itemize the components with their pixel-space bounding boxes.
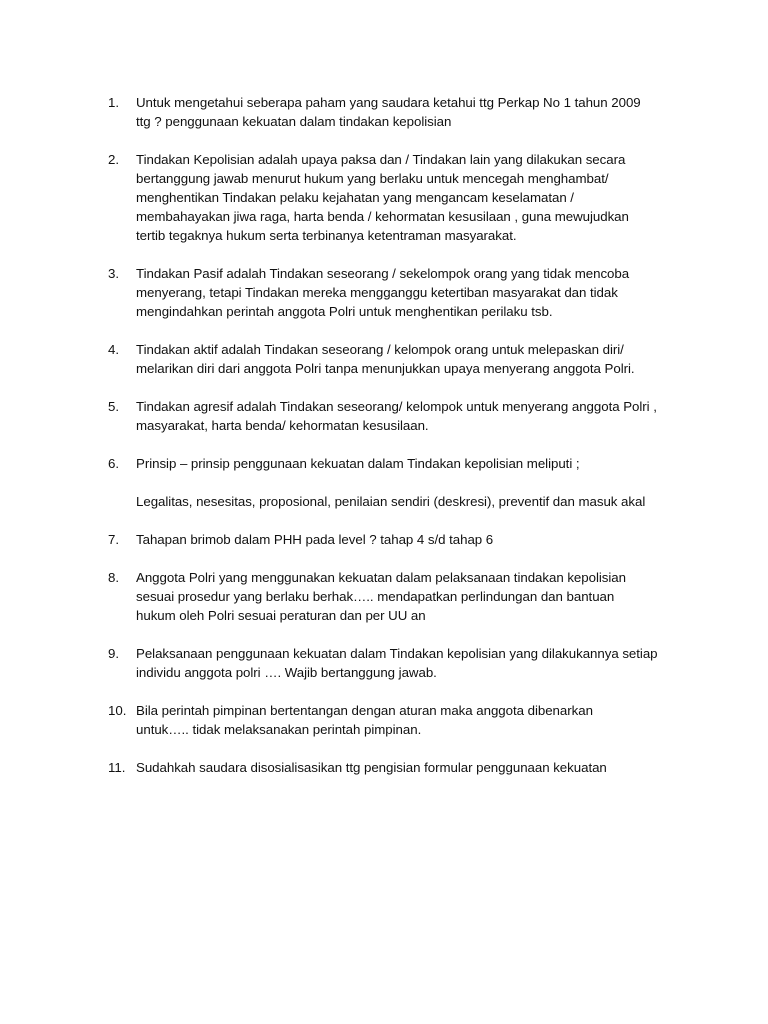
list-item	[108, 150, 708, 245]
list-item	[108, 93, 708, 131]
item-text: Tindakan Kepolisian adalah upaya paksa dan / Tindakan lain yang dilakukan secara bertanggung jawab menurut hukum yang berlaku untuk mencegah menghambat/ menghentikan Tindakan pelaku kejahatan yang mengancam keselamatan / membahayakan jiwa raga, harta benda / kehormatan kesusilaan , guna mewujudkan tertib tegaknya hukum serta terbinanya ketentraman masyarakat.	[136, 152, 629, 243]
item-number: 5.	[108, 399, 119, 414]
item-text: Untuk mengetahui seberapa paham yang saudara ketahui ttg Perkap No 1 tahun 2009 ttg ? penggunaan kekuatan dalam tindakan kepolisian	[136, 95, 641, 129]
list-item	[108, 454, 708, 511]
list-item	[108, 340, 708, 378]
item-text: Sudahkah saudara disosialisasikan ttg pengisian formular penggunaan kekuatan	[136, 760, 607, 775]
item-number: 11.	[108, 760, 126, 775]
item-text: Pelaksanaan penggunaan kekuatan dalam Tindakan kepolisian yang dilakukannya setiap individu anggota polri …. Wajib bertanggung jawab.	[136, 646, 658, 680]
list-item	[108, 530, 708, 549]
list-item	[108, 264, 708, 321]
item-text: Tahapan brimob dalam PHH pada level ? tahap 4 s/d tahap 6	[136, 532, 494, 547]
item-number: 1.	[108, 95, 119, 110]
item-text: Anggota Polri yang menggunakan kekuatan dalam pelaksanaan tindakan kepolisian sesuai prosedur yang berlaku berhak….. mendapatkan perlindungan dan bantuan hukum oleh Polri sesuai peraturan dan per UU an	[136, 570, 626, 623]
list-item	[108, 701, 708, 739]
item-number: 9.	[108, 646, 119, 661]
item-number: 2.	[108, 152, 119, 167]
item-number: 8.	[108, 570, 119, 585]
question-list	[108, 93, 708, 796]
list-item	[108, 758, 708, 777]
item-subtext: Legalitas, nesesitas, proposional, penilaian sendiri (deskresi), preventif dan masuk akal	[136, 494, 646, 509]
list-item	[108, 397, 708, 435]
item-text: Tindakan aktif adalah Tindakan seseorang / kelompok orang untuk melepaskan diri/ melarikan diri dari anggota Polri tanpa menunjukkan upaya menyerang anggota Polri.	[136, 342, 635, 376]
list-item	[108, 568, 708, 625]
item-text: Prinsip – prinsip penggunaan kekuatan dalam Tindakan kepolisian meliputi ;	[136, 456, 580, 471]
item-text: Bila perintah pimpinan bertentangan dengan aturan maka anggota dibenarkan untuk….. tidak melaksanakan perintah pimpinan.	[136, 703, 593, 737]
item-number: 3.	[108, 266, 119, 281]
item-number: 7.	[108, 532, 119, 547]
item-text: Tindakan Pasif adalah Tindakan seseorang / sekelompok orang yang tidak mencoba menyerang, tetapi Tindakan mereka mengganggu ketertiban masyarakat dan tidak mengindahkan perintah anggota Polri untuk menghentikan perilaku tsb.	[136, 266, 630, 319]
item-number: 6.	[108, 456, 119, 471]
list-item	[108, 644, 708, 682]
item-number: 4.	[108, 342, 119, 357]
item-number: 10.	[108, 703, 127, 718]
item-text: Tindakan agresif adalah Tindakan seseorang/ kelompok untuk menyerang anggota Polri , masyarakat, harta benda/ kehormatan kesusilaan.	[136, 399, 657, 433]
